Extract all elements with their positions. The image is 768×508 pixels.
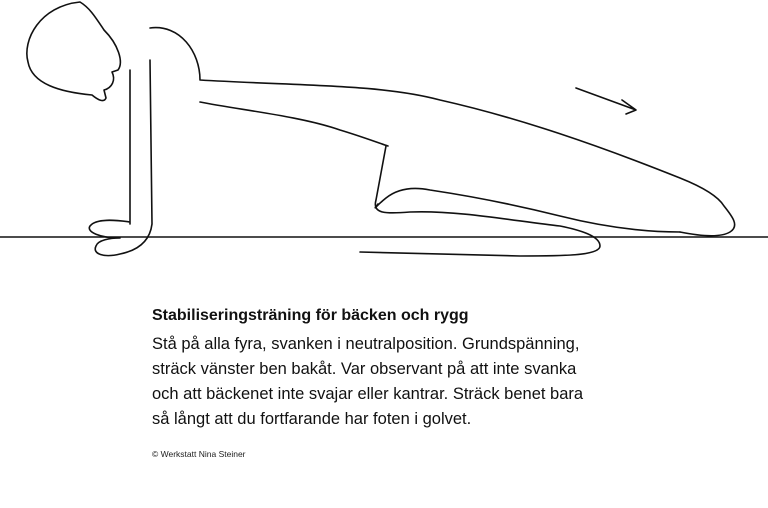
leg-underside-outline (375, 188, 680, 232)
arm-outline (89, 60, 152, 256)
arrow-right-down-icon (576, 88, 636, 114)
instruction-line: och att bäckenet inte svajar eller kantrar. Sträck benet bara (152, 385, 584, 403)
kneeling-thigh-outline (360, 146, 600, 256)
instruction-line: Stå på alla fyra, svanken i neutralposition. Grundspänning, (152, 335, 580, 353)
exercise-title: Stabiliseringsträning för bäcken och rygg (152, 307, 469, 324)
copyright-notice: © Werkstatt Nina Steiner (152, 449, 246, 459)
back-outline (150, 28, 735, 236)
instruction-line: sträck vänster ben bakåt. Var observant på att inte svanka (152, 360, 577, 378)
exercise-caption (152, 306, 632, 432)
belly-outline (200, 102, 388, 146)
body-outline (27, 2, 120, 101)
instruction-line: så långt att du fortfarande har foten i golvet. (152, 410, 472, 428)
